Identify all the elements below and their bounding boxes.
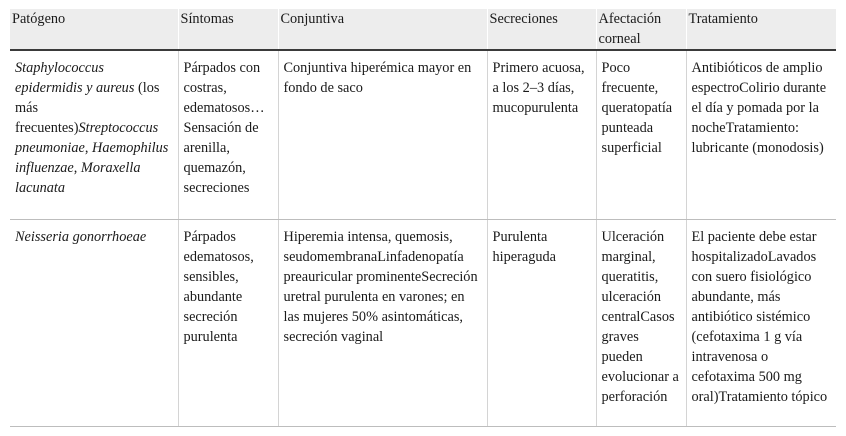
pathogen-separator: , — [84, 140, 93, 156]
table-row — [10, 50, 836, 220]
table-wrapper — [10, 9, 836, 427]
cell-treatment: Antibióticos de amplio espectroColirio durante el día y pomada por la nocheTratamiento: lubricante (monodosis) — [686, 50, 836, 220]
cell-corneal: Poco frecuente, queratopatía punteada superficial — [596, 50, 686, 220]
header-pathogen: Patógeno — [10, 9, 178, 50]
header-row — [10, 9, 836, 50]
conjunctivitis-table — [10, 9, 836, 427]
header-conjunctiva: Conjuntiva — [278, 9, 487, 50]
pathogen-name: Staphylococcus epidermidis y aureus — [15, 60, 135, 96]
cell-corneal: Ulceración marginal, queratitis, ulceración centralCasos graves pueden evolucionar a perforación — [596, 220, 686, 427]
cell-treatment: El paciente debe estar hospitalizadoLavados con suero fisiológico abundante, más antibiótico sistémico (cefotaxima 1 g vía intravenosa o cefotaxima 500 mg oral)Tratamiento tópico — [686, 220, 836, 427]
pathogen-note: (los más frecuentes) — [15, 80, 160, 136]
cell-secretions: Primero acuosa, a los 2–3 días, mucopurulenta — [487, 50, 596, 220]
pathogen-name: Moraxella lacunata — [15, 160, 141, 196]
header-corneal: Afectación corneal — [596, 9, 686, 50]
cell-conjunctiva: Hiperemia intensa, quemosis, seudomembranaLinfadenopatía preauricular prominenteSecreción uretral purulenta en varones; en las mujeres 50% asintomáticas, secreción vaginal — [278, 220, 487, 427]
pathogen-name: Haemophilus influenzae — [15, 140, 169, 176]
header-treatment: Tratamiento — [686, 9, 836, 50]
cell-pathogen — [10, 50, 178, 220]
header-secretions: Secreciones — [487, 9, 596, 50]
cell-secretions: Purulenta hiperaguda — [487, 220, 596, 427]
cell-conjunctiva: Conjuntiva hiperémica mayor en fondo de saco — [278, 50, 487, 220]
table-row — [10, 220, 836, 427]
pathogen-name: Streptococcus pneumoniae — [15, 120, 159, 156]
cell-symptoms: Párpados con costras, edematosos… Sensación de arenilla, quemazón, secreciones — [178, 50, 278, 220]
pathogen-name: Neisseria gonorrhoeae — [15, 229, 147, 245]
cell-symptoms: Párpados edematosos, sensibles, abundante secreción purulenta — [178, 220, 278, 427]
cell-pathogen — [10, 220, 178, 427]
pathogen-separator: , — [73, 160, 81, 176]
header-symptoms: Síntomas — [178, 9, 278, 50]
